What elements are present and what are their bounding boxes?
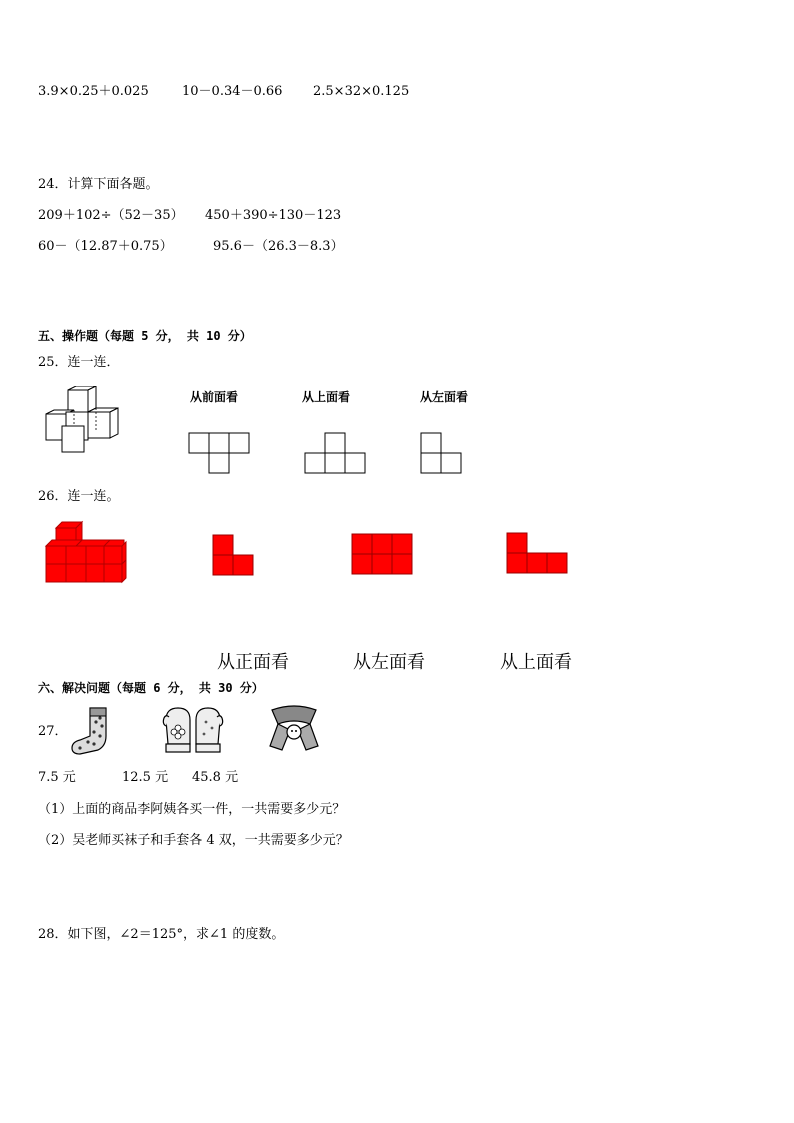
q25-view-left-shape (420, 432, 464, 476)
q25-view-front-shape (188, 432, 252, 476)
q26-view-label-1: 从正面看 (217, 652, 289, 673)
sock-icon (70, 706, 116, 756)
q26-view-label-2: 从左面看 (353, 652, 425, 673)
q26-title: 26．连一连。 (38, 489, 120, 504)
q23-expr-2: 10－0.34－0.66 (182, 84, 283, 99)
q24-expr-1: 209＋102÷（52－35） (38, 208, 184, 223)
q23-expr-3: 2.5×32×0.125 (313, 84, 410, 99)
q24-expr-3: 60－（12.87＋0.75） (38, 239, 173, 254)
q26-view-shape-l (212, 534, 256, 578)
mittens-icon (162, 706, 224, 754)
section-6-heading: 六、解决问题（每题 6 分， 共 30 分） (38, 681, 264, 695)
q26-red-block-stack-figure (44, 520, 128, 584)
q26-view-shape-step (506, 532, 570, 576)
q27-subquestion-2: （2）吴老师买袜子和手套各 4 双，一共需要多少元？ (38, 833, 349, 848)
mittens-price: 12.5 元 (122, 770, 169, 785)
q27-subquestion-1: （1）上面的商品李阿姨各买一件，一共需要多少元？ (38, 802, 346, 817)
q24-title: 24．计算下面各题。 (38, 177, 159, 192)
q24-expr-2: 450＋390÷130－123 (205, 208, 342, 223)
q23-expr-1: 3.9×0.25＋0.025 (38, 84, 149, 99)
q26-view-shape-grid (351, 533, 415, 577)
q28-text: 28．如下图，∠2＝125°，求∠1 的度数。 (38, 927, 285, 942)
scarf-price: 45.8 元 (192, 770, 239, 785)
q25-view-label-top: 从上面看 (302, 390, 351, 404)
q25-view-label-left: 从左面看 (420, 390, 469, 404)
q27-number: 27． (38, 724, 68, 739)
q25-view-top-shape (304, 432, 368, 476)
section-5-heading: 五、操作题（每题 5 分， 共 10 分） (38, 329, 252, 343)
scarf-icon (266, 702, 322, 754)
q24-expr-4: 95.6－（26.3－8.3） (213, 239, 344, 254)
q25-cube-stack-figure (40, 386, 136, 456)
sock-price: 7.5 元 (38, 770, 76, 785)
q26-view-label-3: 从上面看 (500, 652, 572, 673)
q25-view-label-front: 从前面看 (190, 390, 239, 404)
q25-title: 25．连一连． (38, 355, 120, 370)
